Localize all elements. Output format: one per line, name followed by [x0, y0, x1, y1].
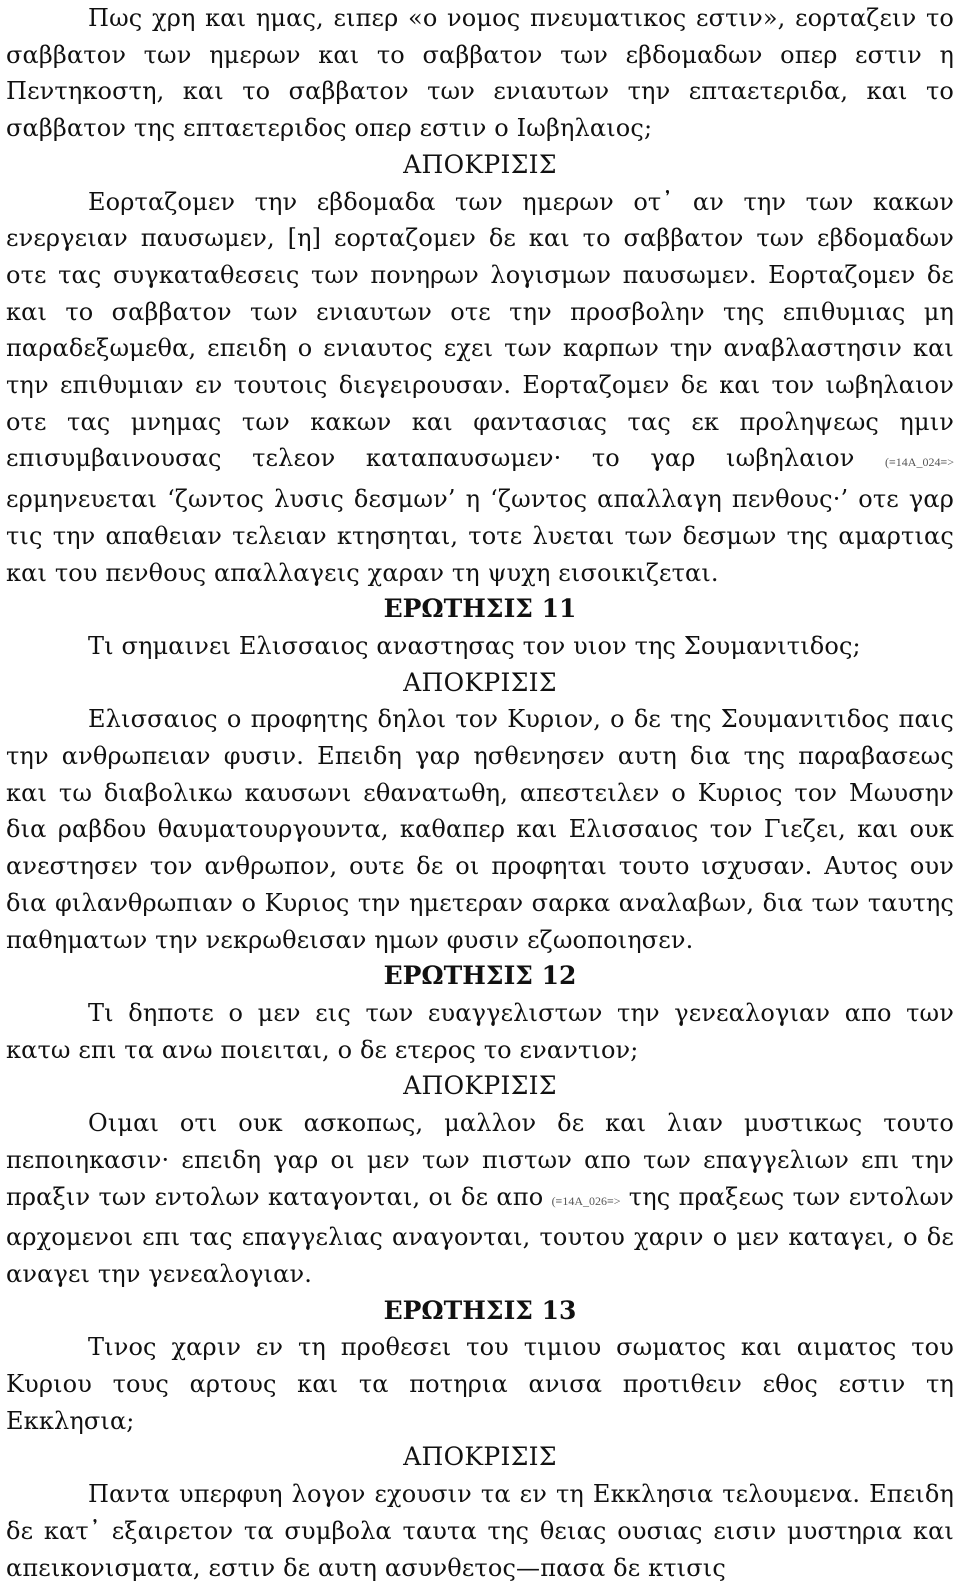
answer-13-body: Παντα υπερφυη λογον εχουσιν τα εν τη Εκκλησια τελουμενα. Επειδη δε κατ᾽ εξαιρετον τα συμβολα ταυτα της θειας ουσιας εισιν μυστηρια και απεικονισματα, εστιν δε αυτη ασυνθετος—πασα δε κτισις: [6, 1480, 954, 1582]
question-heading-12: ΕΡΩΤΗΣΙΣ 12: [383, 961, 577, 991]
answer-12-part-2: της πραξεως των εντολων αρχομενοι επι τας επαγγελιας αναγονται, τουτου χαριν ο μεν καταγει, ο δε αναγει την γενεαλογιαν.: [6, 1182, 954, 1288]
question-12-body: Τι δηποτε ο μεν εις των ευαγγελιστων την γενεαλογιαν απο των κατω επι τα ανω ποιειται, ο δε ετερος το εναντιον;: [6, 998, 954, 1064]
question-10-text: [6, 0, 954, 147]
question-heading-11: ΕΡΩΤΗΣΙΣ 11: [383, 594, 577, 624]
answer-heading-11: ΑΠΟΚΡΙΣΙΣ: [403, 667, 557, 697]
question-13-text: [6, 1329, 954, 1439]
answer-heading-12: ΑΠΟΚΡΙΣΙΣ: [403, 1071, 557, 1101]
answer-heading-10: ΑΠΟΚΡΙΣΙΣ: [403, 149, 557, 179]
answer-10-part-2: ερμηνευεται ‘ζωντος λυσις δεσμων’ η ‘ζωντος απαλλαγη πενθους·’ οτε γαρ τις την απαθειαν τελειαν κτησηται, τοτε λυεται των δεσμων της αμαρτιας και του πενθους απαλλαγεις χαραν τη ψυχη εισοικιζεται.: [6, 485, 954, 587]
question-13-body: Τινος χαριν εν τη προθεσει του τιμιου σωματος και αιματος του Κυριου τους αρτους και τα ποτηρια ανισα προτιθειν εθος εστιν τη Εκκλησια;: [6, 1333, 954, 1435]
question-11-text: [6, 628, 954, 665]
answer-11-body: Ελισσαιος ο προφητης δηλοι τον Κυριον, ο δε της Σουμανιτιδος παις την ανθρωπειαν φυσιν. Επειδη γαρ ησθενησεν αυτη δια της παραβασεως και τω διαβολικω καυσωνι εθανατωθη, απεστειλεν ο Κυριος τον Μωυσην δια ραβδου θαυματουργουντα, καθαπερ και Ελισσαιος τον Γιεζει, και ουκ ανεστησεν τον ανθρωπον, ουτε δε οι προφηται τουτο ισχυσαν. Αυτος ουν δια φιλανθρωπιαν ο Κυριος την ημετεραν σαρκα αναλαβων, δια των ταυτης παθηματων την νεκρωθεισαν ημων φυσιν εζωοποιησεν.: [6, 705, 954, 954]
answer-12-part-1: Οιμαι οτι ουκ ασκοπως, μαλλον δε και λιαν μυστικως τουτο πεποιηκασιν· επειδη γαρ οι μεν των πιστων απο των επαγγελιων επι την πραξιν των εντολων καταγονται, οι δε απο: [6, 1109, 954, 1211]
page-marker-14a-026: (≡14A_026≡>: [551, 1193, 621, 1208]
answer-10-text: [6, 184, 954, 592]
answer-13-text: [6, 1476, 954, 1586]
answer-10-part-1: Εορταζομεν την εβδομαδα των ημερων οτ᾽ αν την των κακων ενεργειαν παυσωμεν, [η] εορταζομεν δε και το σαββατον των εβδομαδων οτε τας συγκαταθεσεις των πονηρων λογισμων παυσωμεν. Εορταζομεν δε και το σαββατον των ενιαυτων οτε την προσβολην της επιθυμιας μη παραδεξωμεθα, επειδη ο ενιαυτος εχει των καρπων την αναβλαστησιν και την επιθυμιαν εν τουτοις διεγειρουσαν. Εορταζομεν δε και τον ιωβηλαιον οτε τας μνημας των κακων και φαντασιας τας εκ προληψεως ημιν επισυμβαινουσας τελεον καταπαυσωμεν· το γαρ ιωβηλαιον: [6, 187, 954, 473]
answer-heading-13: ΑΠΟΚΡΙΣΙΣ: [403, 1442, 557, 1472]
question-10-body: Πως χρη και ημας, ειπερ «ο νομος πνευματικος εστιν», εορταζειν το σαββατον των ημερων και το σαββατον των εβδομαδων οπερ εστιν η Πεντηκοστη, και το σαββατον των ενιαυτων την επταετεριδα, και το σαββατον της επταετεριδος οπερ εστιν ο Ιωβηλαιος;: [6, 4, 954, 143]
answer-12-text: [6, 1105, 954, 1293]
question-heading-13: ΕΡΩΤΗΣΙΣ 13: [383, 1295, 577, 1325]
answer-11-text: [6, 701, 954, 958]
document-page: [6, 0, 954, 1586]
question-11-body: Τι σημαινει Ελισσαιος αναστησας τον υιον της Σουμανιτιδος;: [88, 631, 861, 660]
page-marker-14a-024: (≡14A_024≡>: [885, 455, 954, 470]
question-12-text: [6, 995, 954, 1068]
